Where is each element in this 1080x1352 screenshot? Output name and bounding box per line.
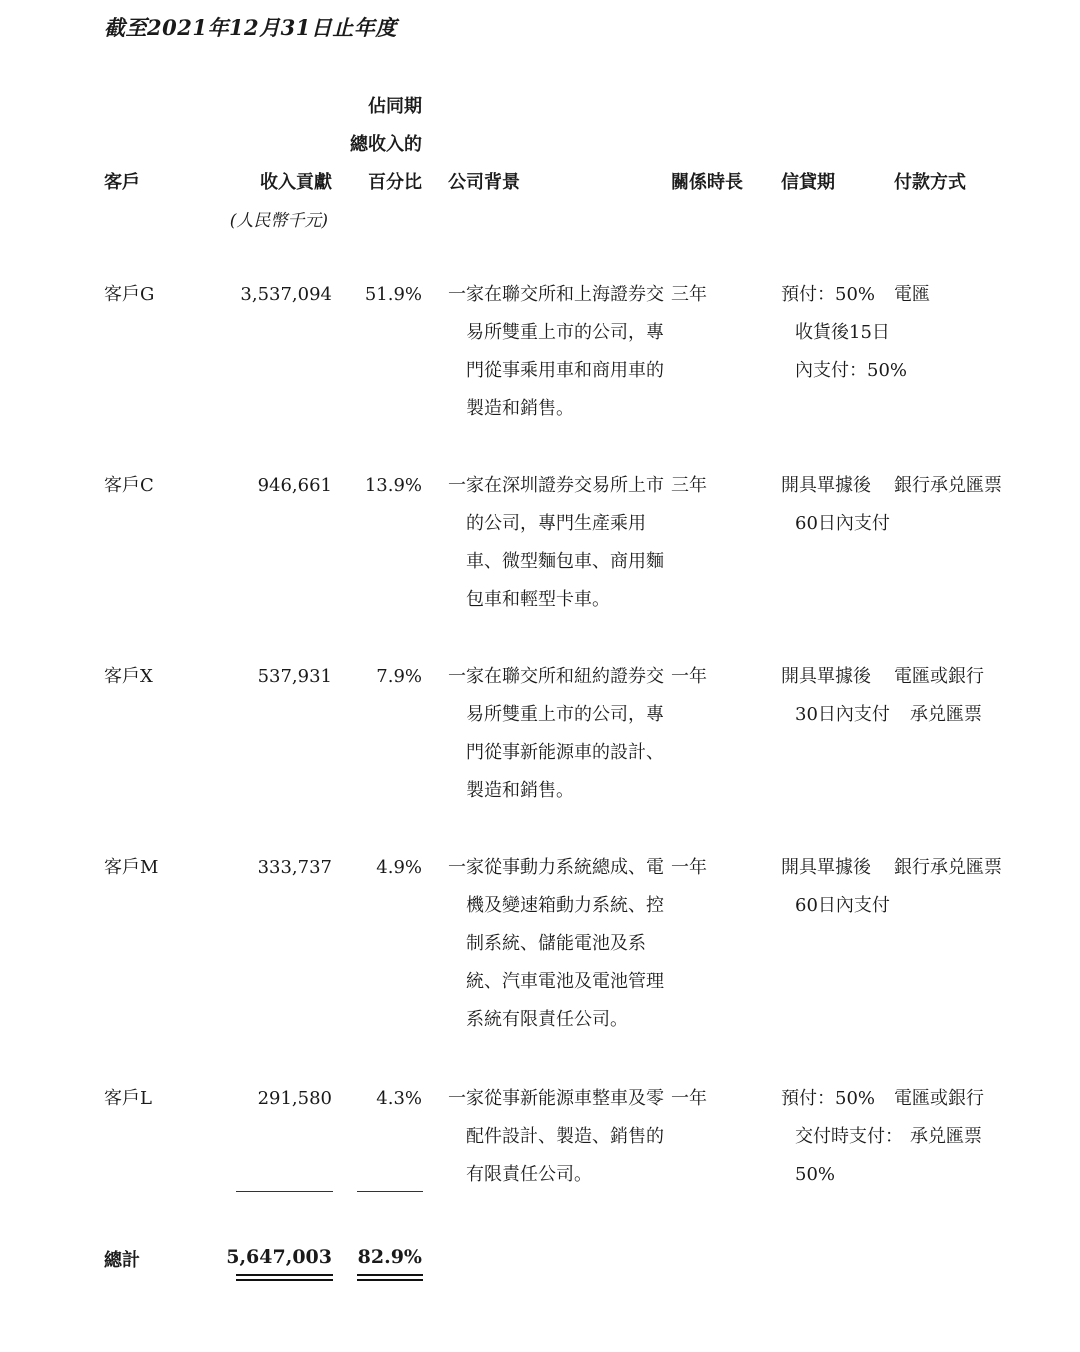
customer-name: 客戶C	[104, 475, 154, 496]
background-line: 製造和銷售。	[466, 780, 574, 801]
background-line: 製造和銷售。	[466, 398, 574, 419]
background-line: 一家在聯交所和紐約證券交	[448, 666, 664, 687]
background-line: 門從事新能源車的設計、	[466, 742, 664, 763]
background-line: 機及變速箱動力系統、控	[466, 895, 664, 916]
background-line: 的公司，專門生產乘用	[466, 513, 646, 534]
payment-method	[894, 276, 930, 314]
payment-method	[894, 849, 1002, 887]
revenue-value: 946,661	[257, 475, 332, 496]
background-line: 一家在聯交所和上海證券交	[448, 284, 664, 305]
header-revenue: 收入貢獻	[260, 172, 332, 193]
company-background	[448, 276, 664, 428]
relationship-duration: 一年	[671, 1088, 707, 1109]
payment-line: 銀行承兑匯票	[894, 857, 1002, 878]
credit-line: 60日內支付	[795, 513, 890, 534]
total-pct: 82.9%	[357, 1246, 422, 1268]
customer-name: 客戶X	[104, 666, 153, 687]
header-revenue-unit: (人民幣千元)	[229, 211, 328, 231]
page-title: 截至2021年12月31日止年度	[104, 15, 397, 40]
credit-period	[781, 1080, 903, 1194]
company-background	[448, 658, 664, 810]
pct-total-double-rule	[357, 1274, 423, 1281]
relationship-duration: 三年	[671, 475, 707, 496]
credit-period	[781, 658, 890, 734]
header-pct-line1: 佔同期	[368, 96, 422, 117]
revenue-subtotal-rule	[236, 1191, 333, 1192]
payment-method	[894, 658, 984, 734]
credit-line: 收貨後15日	[795, 322, 890, 343]
credit-line: 交付時支付：	[795, 1126, 903, 1147]
company-background	[448, 849, 664, 1039]
revenue-value: 333,737	[257, 857, 332, 878]
background-line: 一家從事新能源車整車及零	[448, 1088, 664, 1109]
total-revenue: 5,647,003	[226, 1246, 332, 1268]
header-credit: 信貸期	[781, 172, 835, 193]
background-line: 統、汽車電池及電池管理	[466, 971, 664, 992]
header-payment: 付款方式	[894, 172, 966, 193]
revenue-value: 537,931	[257, 666, 332, 687]
relationship-duration: 三年	[671, 284, 707, 305]
background-line: 有限責任公司。	[466, 1164, 592, 1185]
background-line: 包車和輕型卡車。	[466, 589, 610, 610]
total-label: 總計	[104, 1250, 140, 1271]
background-line: 制系統、儲能電池及系	[466, 933, 646, 954]
customer-name: 客戶G	[104, 284, 155, 305]
revenue-percentage: 4.3%	[376, 1088, 422, 1109]
revenue-percentage: 13.9%	[364, 475, 422, 496]
payment-line: 電匯或銀行	[894, 1088, 984, 1109]
relationship-duration: 一年	[671, 857, 707, 878]
credit-line: 30日內支付	[795, 704, 890, 725]
background-line: 易所雙重上市的公司，專	[466, 704, 664, 725]
background-line: 系統有限責任公司。	[466, 1009, 628, 1030]
customer-name: 客戶L	[104, 1088, 152, 1109]
background-line: 車、微型麵包車、商用麵	[466, 551, 664, 572]
header-customer: 客戶	[104, 172, 140, 193]
revenue-total-double-rule	[236, 1274, 333, 1281]
credit-line: 內支付：50%	[795, 360, 908, 381]
credit-line: 開具單據後	[781, 475, 871, 496]
revenue-value: 3,537,094	[240, 284, 332, 305]
credit-line: 50%	[795, 1164, 836, 1185]
credit-line: 60日內支付	[795, 895, 890, 916]
credit-period	[781, 849, 890, 925]
background-line: 門從事乘用車和商用車的	[466, 360, 664, 381]
revenue-percentage: 7.9%	[376, 666, 422, 687]
company-background	[448, 1080, 664, 1194]
header-pct-line2: 總收入的	[350, 134, 422, 155]
credit-line: 預付：50%	[781, 1088, 876, 1109]
payment-method	[894, 467, 1002, 505]
payment-line: 電匯或銀行	[894, 666, 984, 687]
background-line: 一家在深圳證券交易所上市	[448, 475, 664, 496]
company-background	[448, 467, 664, 619]
header-background: 公司背景	[448, 172, 520, 193]
payment-line: 承兑匯票	[910, 704, 982, 725]
background-line: 一家從事動力系統總成、電	[448, 857, 664, 878]
background-line: 配件設計、製造、銷售的	[466, 1126, 664, 1147]
credit-line: 開具單據後	[781, 666, 871, 687]
background-line: 易所雙重上市的公司，專	[466, 322, 664, 343]
payment-line: 電匯	[894, 284, 930, 305]
relationship-duration: 一年	[671, 666, 707, 687]
revenue-value: 291,580	[257, 1088, 332, 1109]
header-relationship: 關係時長	[671, 172, 743, 193]
credit-line: 開具單據後	[781, 857, 871, 878]
payment-line: 承兑匯票	[910, 1126, 982, 1147]
credit-line: 預付：50%	[781, 284, 876, 305]
payment-line: 銀行承兑匯票	[894, 475, 1002, 496]
credit-period	[781, 276, 907, 390]
payment-method	[894, 1080, 984, 1156]
revenue-percentage: 4.9%	[376, 857, 422, 878]
pct-subtotal-rule	[357, 1191, 423, 1192]
header-pct-line3: 百分比	[368, 172, 422, 193]
revenue-percentage: 51.9%	[364, 284, 422, 305]
credit-period	[781, 467, 890, 543]
customer-name: 客戶M	[104, 857, 159, 878]
